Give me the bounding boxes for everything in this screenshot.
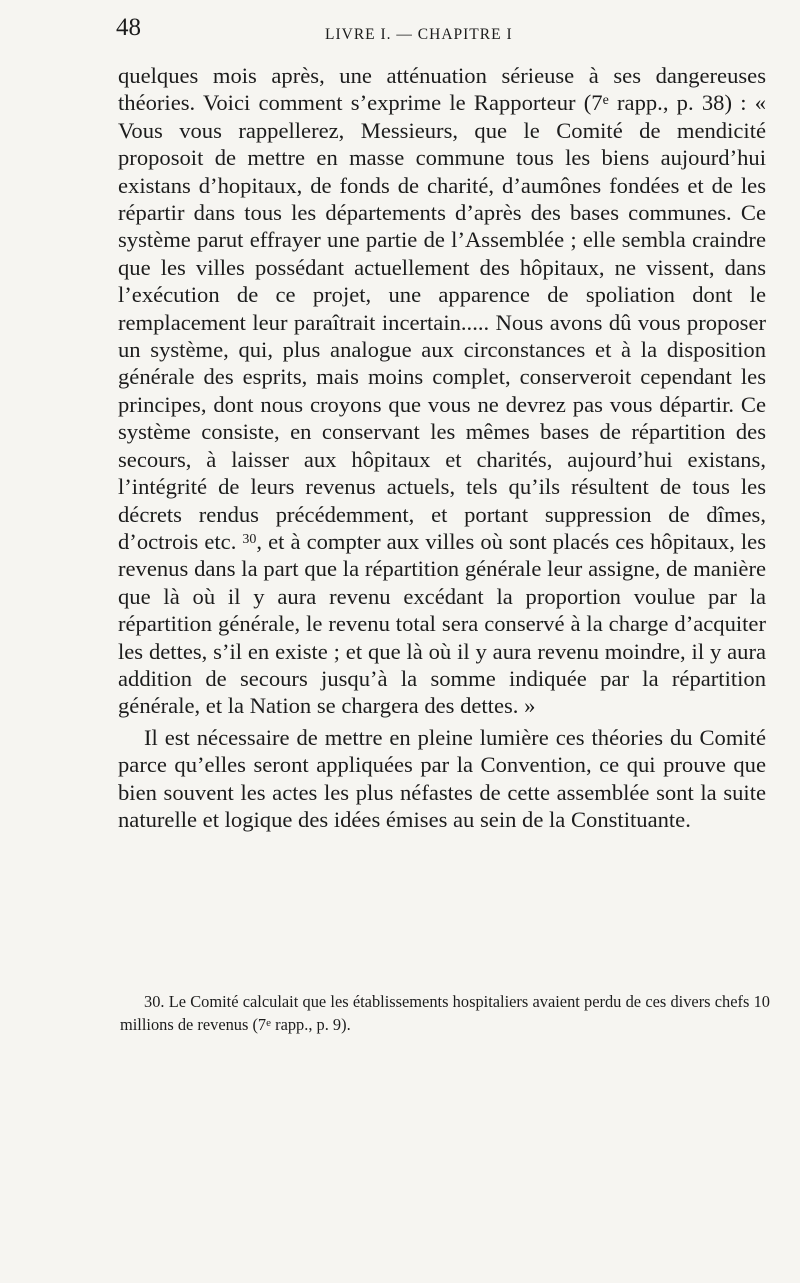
paragraph-1-text-b: rapp., p. 38) : « Vous vous rappellerez, Messieurs, que le Comité de mendicité proposoit de mettre en masse commune tous les biens aujourd’hui existans d’hopitaux, de fonds de charité, d’aumônes fondées et de les répartir dans tous les départements d’après des bases communes. Ce système parut effrayer une partie de l’Assemblée ; elle sembla craindre que les villes possédant actuellement des hôpitaux, ne vissent, dans l’exécution de ce projet, une apparence de spoliation dont le remplacement leur paraîtrait incertain..... Nous avons dû vous proposer un système, qui, plus analogue aux circonstances et à la disposition générale des esprits, mais moins complet, conserveroit cependant les principes, dont nous croyons que vous ne devrez pas vous départir. Ce système consiste, en conservant les mêmes bases de répartition des secours, à laisser aux hôpitaux et charités, aujourd’hui existans, l’intégrité de leurs revenus actuels, tels qu’ils résultent de tous les décrets rendus précédemment, et portant suppression de dîmes, d’octrois etc.: [118, 90, 766, 554]
paragraph-2: Il est nécessaire de mettre en pleine lumière ces théories du Comité parce qu’elles seront appliquées par la Convention, ce qui prouve que bien souvent les actes les plus néfastes de cette assemblée sont la suite naturelle et logique des idées émises au sein de la Constituante.: [118, 724, 766, 832]
superscript-e: e: [602, 93, 609, 109]
footnote: [120, 990, 770, 1036]
footnote-text-b: rapp., p. 9).: [271, 1015, 351, 1034]
footnote-reference-30: 30: [242, 531, 257, 547]
body-text: [118, 62, 766, 833]
footnote-superscript-e: e: [266, 1017, 272, 1029]
footnote-30: [120, 990, 770, 1036]
paragraph-1-text-c: , et à compter aux villes où sont placés ces hôpitaux, les revenus dans la part que la répartition générale leur assigne, de manière que là où il y aura revenu excédant la proportion voulue par la répartition générale, le revenu total sera conservé à la charge d’acquiter les dettes, s’il en existe ; et que là où il y aura revenu moindre, il y aura addition de secours jusqu’à la somme indiquée par la répartition générale, et la Nation se chargera des dettes. »: [118, 528, 766, 719]
running-head: LIVRE I. — CHAPITRE I: [325, 26, 513, 43]
paragraph-1-text-a: quelques mois après, une atténuation sérieuse à ses dangereuses théories. Voici comment s’exprime le Rapporteur (7: [118, 63, 766, 116]
page-number: 48: [116, 14, 141, 41]
paragraph-1: [118, 62, 766, 720]
footnote-text-a: 30. Le Comité calculait que les établissements hospitaliers avaient perdu de ces divers chefs 10 millions de revenus (7: [120, 992, 770, 1034]
